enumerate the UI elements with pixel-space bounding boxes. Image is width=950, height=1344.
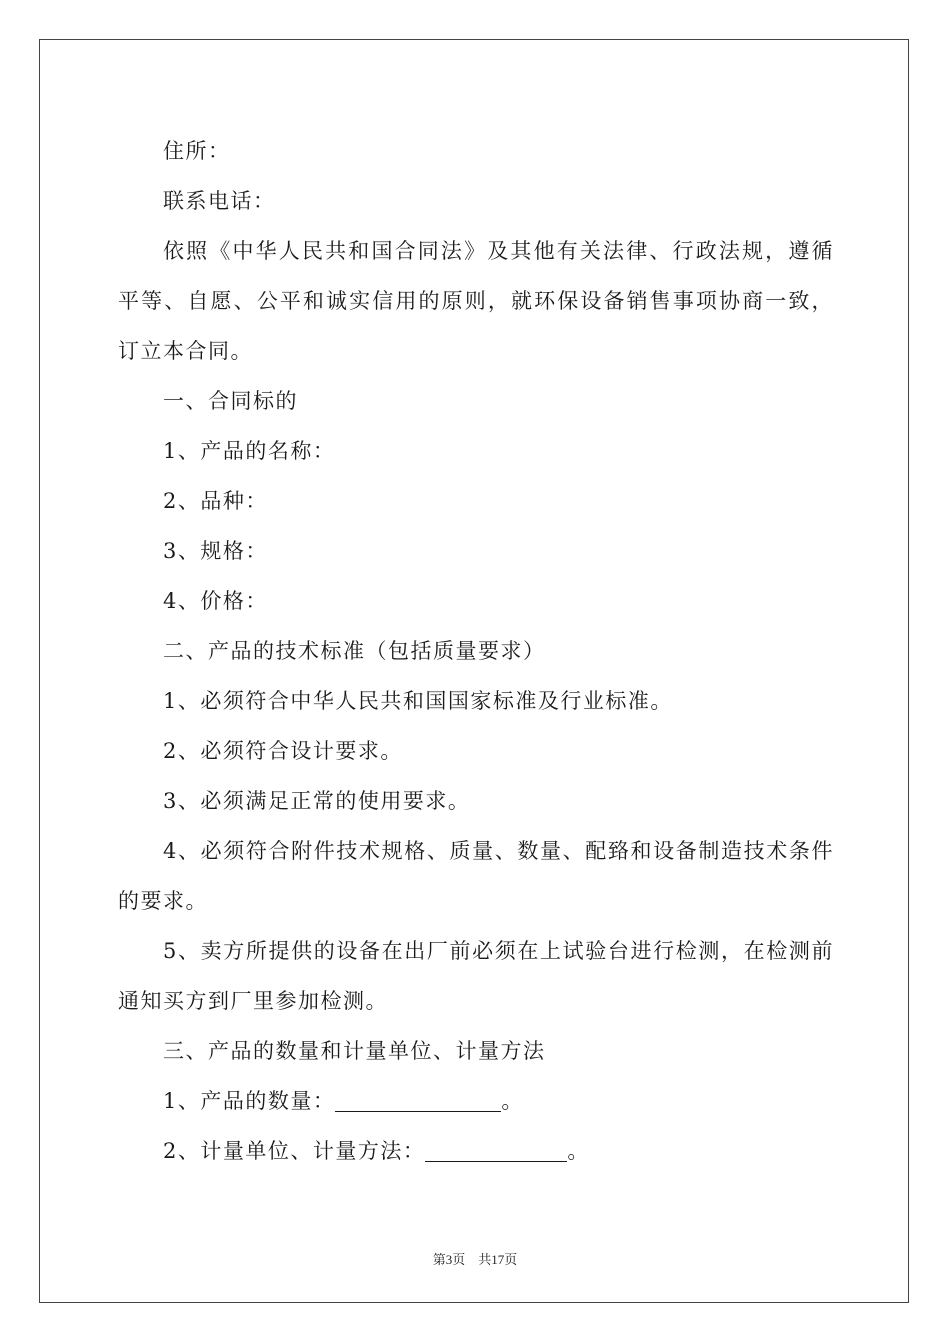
list-item: 1、产品的名称：	[163, 439, 336, 463]
paragraph-phone: 联系电话：	[163, 189, 276, 213]
section-heading-2: 二、产品的技术标准（包括质量要求）	[163, 639, 546, 663]
fill-line-quantity	[118, 1076, 834, 1126]
list-item: 3、必须满足正常的使用要求。	[163, 789, 471, 813]
list-item: 5、卖方所提供的设备在出厂前必须在上试验台进行检测，在检测前通知买方到厂里参加检测。	[118, 939, 834, 1013]
list-item: 1、必须符合中华人民共和国国家标准及行业标准。	[163, 689, 673, 713]
fill-line-unit-method	[118, 1126, 834, 1176]
paragraph-address: 住所：	[163, 139, 231, 163]
section-heading-3: 三、产品的数量和计量单位、计量方法	[163, 1039, 546, 1063]
blank-underline	[335, 1089, 501, 1112]
fill-line-suffix: 。	[501, 1089, 524, 1113]
section-heading-1: 一、合同标的	[163, 389, 298, 413]
fill-line-label: 1、产品的数量：	[163, 1089, 336, 1113]
list-item: 4、价格：	[163, 589, 268, 613]
page-footer: 第3页 共17页	[432, 1252, 518, 1267]
list-item: 2、必须符合设计要求。	[163, 739, 403, 763]
fill-line-suffix: 。	[567, 1139, 590, 1163]
document-body	[118, 126, 834, 1176]
list-item: 4、必须符合附件技术规格、质量、数量、配臵和设备制造技术条件的要求。	[118, 839, 834, 913]
paragraph-preamble: 依照《中华人民共和国合同法》及其他有关法律、行政法规，遵循平等、自愿、公平和诚实信用的原则，就环保设备销售事项协商一致，订立本合同。	[118, 239, 834, 363]
list-item: 2、品种：	[163, 489, 268, 513]
fill-line-label: 2、计量单位、计量方法：	[163, 1139, 426, 1163]
list-item: 3、规格：	[163, 539, 268, 563]
blank-underline	[425, 1139, 567, 1162]
